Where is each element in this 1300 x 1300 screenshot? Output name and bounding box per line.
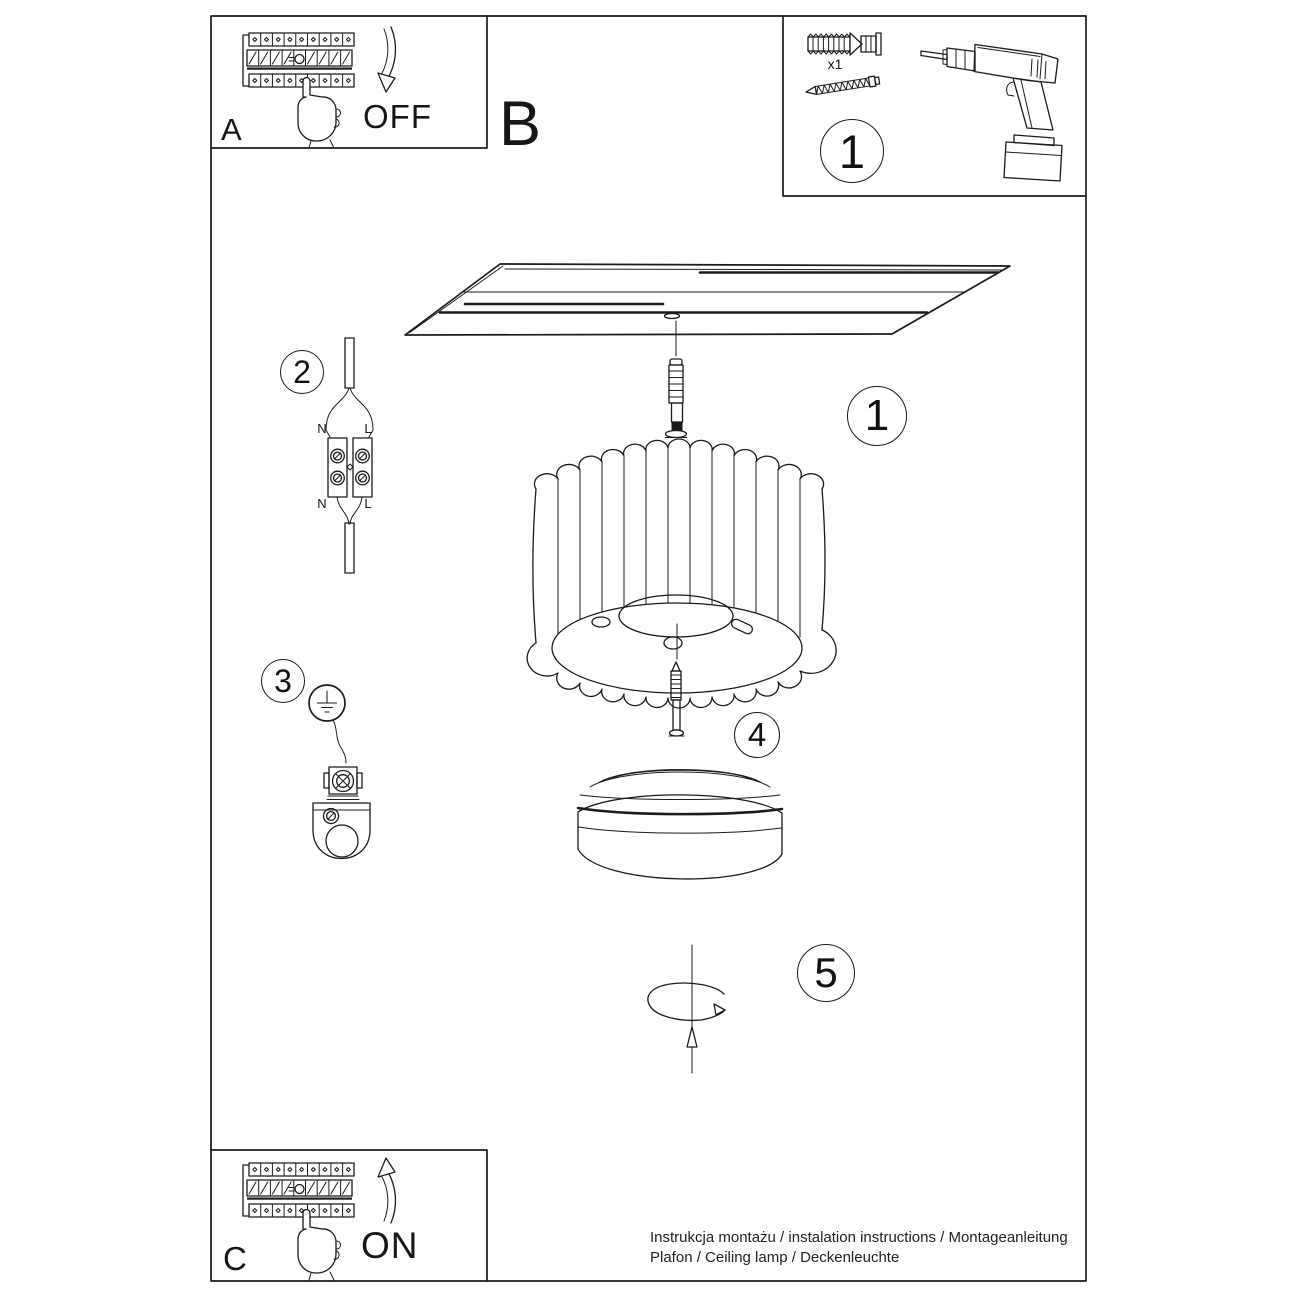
step1-badge bbox=[847, 386, 907, 446]
step4-badge bbox=[734, 712, 780, 758]
step4-number: 4 bbox=[747, 716, 767, 753]
breaker-panel-on-icon bbox=[243, 1163, 354, 1217]
ground-symbol-icon bbox=[309, 685, 345, 721]
panel-a-label: A bbox=[221, 112, 242, 147]
panel-c-action-label: ON bbox=[361, 1225, 419, 1266]
pointing-hand-icon bbox=[298, 78, 341, 148]
footer-line2: Plafon / Ceiling lamp / Deckenleuchte bbox=[650, 1249, 900, 1266]
pointing-hand-icon bbox=[298, 1210, 341, 1281]
toolbox-step-badge bbox=[820, 119, 884, 183]
panel-b-label: B bbox=[499, 89, 542, 159]
ceiling-panel bbox=[405, 264, 1010, 356]
lamp-shade bbox=[527, 439, 836, 708]
panel-c-label: C bbox=[223, 1240, 247, 1277]
panel-a-action-label: OFF bbox=[363, 98, 432, 135]
wall-plug-icon bbox=[808, 33, 881, 55]
drill-icon bbox=[921, 45, 1062, 182]
anchor-screw bbox=[666, 359, 687, 438]
anchor-quantity-label: x1 bbox=[827, 56, 843, 72]
arrow-down-icon bbox=[378, 27, 396, 92]
wire-label-l-top: L bbox=[364, 421, 372, 436]
step2-badge bbox=[280, 350, 324, 394]
wire-label-n-top: N bbox=[317, 421, 327, 436]
arrow-up-icon bbox=[378, 1158, 396, 1223]
rotation-arrow-icon bbox=[648, 945, 725, 1073]
step5-number: 5 bbox=[814, 949, 838, 996]
screw-icon bbox=[805, 75, 880, 96]
step5-badge bbox=[797, 944, 855, 1002]
terminal-block bbox=[326, 338, 373, 573]
wire-label-l-bottom: L bbox=[364, 496, 372, 511]
step3-badge bbox=[261, 659, 305, 703]
footer-text bbox=[650, 1228, 1068, 1268]
step2-number: 2 bbox=[293, 353, 311, 390]
toolbox-step-number: 1 bbox=[838, 124, 866, 178]
footer-line1: Instrukcja montażu / instalation instructions / Montageanleitung bbox=[650, 1229, 1068, 1246]
step1-number: 1 bbox=[864, 391, 890, 440]
ground-clamp bbox=[313, 720, 370, 859]
wire-label-n-bottom: N bbox=[317, 496, 327, 511]
diffuser-cover bbox=[578, 770, 782, 879]
breaker-panel-off-icon bbox=[243, 33, 354, 87]
step3-number: 3 bbox=[274, 662, 292, 699]
